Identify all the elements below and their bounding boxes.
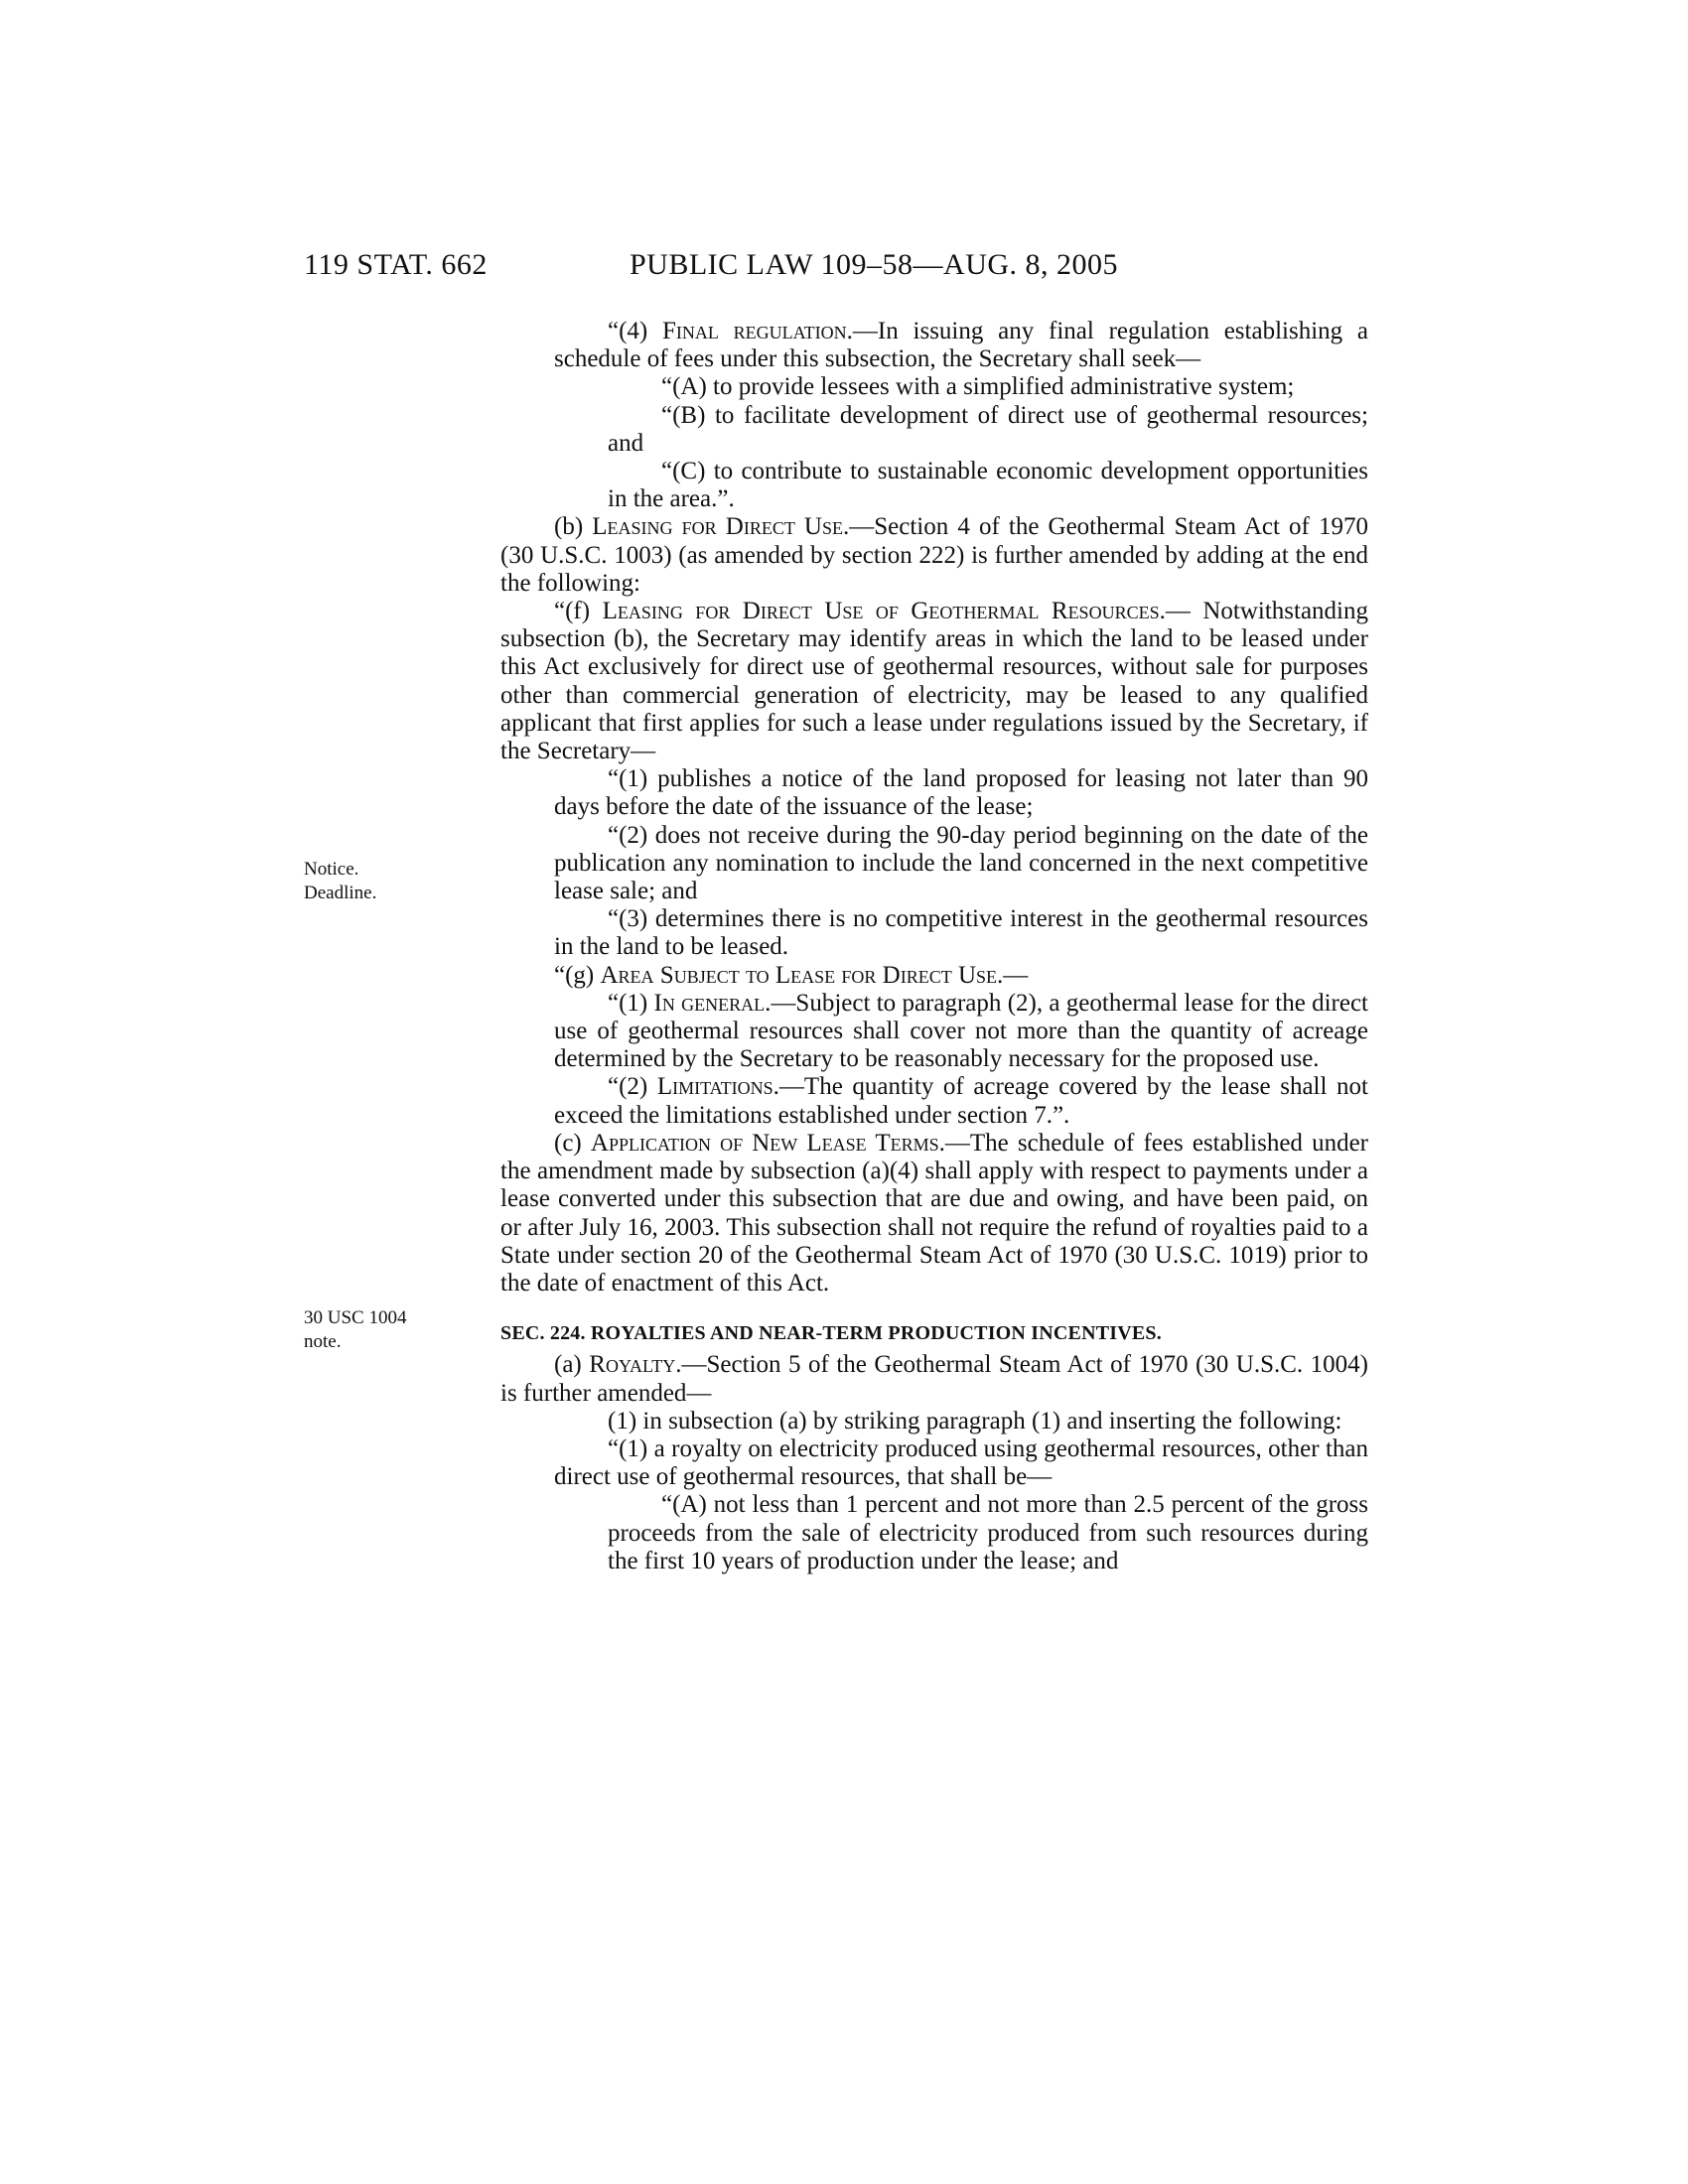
paragraph-number: “(1) [608, 989, 654, 1017]
subsection-text: —Section 5 of the Geothermal Steam Act of 1970 (30 U.S.C. 1004) is further amended— [500, 1351, 1368, 1407]
paragraph-1-publishes: “(1) publishes a notice of the land proposed for leasing not later than 90 days before the date of the issuance of the lease; [554, 765, 1368, 821]
subsection-number: (b) [554, 513, 593, 541]
paragraph-final-regulation [500, 318, 1368, 373]
subsection-text: — [1003, 961, 1029, 989]
subsection-lead: Leasing for Direct Use of Geothermal Resources. [602, 598, 1166, 625]
paragraph-1-royalty: “(1) a royalty on electricity produced using geothermal resources, other than direct use of geothermal resources, that shall be— [554, 1434, 1368, 1491]
paragraph-number: “(2) [608, 1073, 657, 1101]
paragraph-text: —The quantity of acreage covered by the lease shall not exceed the limitations established under section 7.”. [554, 1073, 1368, 1129]
running-header: PUBLIC LAW 109–58—AUG. 8, 2005 [630, 248, 1119, 281]
subsection-lead: Royalty. [589, 1351, 682, 1379]
paragraph-lead: In general. [653, 989, 772, 1017]
margin-note-line: Notice. [304, 859, 359, 880]
paragraph-1-striking: (1) in subsection (a) by striking paragraph (1) and inserting the following: [608, 1407, 1342, 1434]
subsection-f [500, 598, 1368, 765]
subsection-a-royalty [500, 1351, 1368, 1407]
margin-note-line: 30 USC 1004 [304, 1307, 407, 1328]
paragraph-in-general [500, 990, 1368, 1074]
paragraph-2-nomination: “(2) does not receive during the 90-day period beginning on the date of the publication any nomination to include the land concerned in the next competitive lease sale; and [554, 821, 1368, 905]
subsection-number: (a) [554, 1351, 590, 1379]
subsection-text: — Notwithstanding subsection (b), the Secretary may identify areas in which the land to be leased under this Act exclusively for direct use of geothermal resources, without sale for purposes other than commercial generation of electricity, may be leased to any qualified applicant that first applies for such a lease under regulations issued by the Secretary, if the Secretary— [500, 598, 1368, 765]
paragraph-limitations [500, 1073, 1368, 1129]
document-body [500, 318, 1368, 1575]
subsection-text: —The schedule of fees established under the amendment made by subsection (a)(4) shall apply with respect to payments under a lease converted under this subsection that are due and owing, and have been paid, on or after July 16, 2003. This subsection shall not require the refund of royalties paid to a State under section 20 of the Geothermal Steam Act of 1970 (30 U.S.C. 1019) prior to the date of enactment of this Act. [500, 1129, 1368, 1297]
subsection-number: “(f) [554, 598, 603, 625]
page-stat-number: 119 STAT. 662 [304, 248, 488, 281]
paragraph-a-percent: “(A) not less than 1 percent and not more than 2.5 percent of the gross proceeds from the sale of electricity produced from such resources during the first 10 years of production under the lease; and [608, 1491, 1368, 1574]
margin-note-line: note. [304, 1331, 342, 1352]
section-heading: SEC. 224. ROYALTIES AND NEAR-TERM PRODUCTION INCENTIVES. [500, 1322, 1162, 1345]
subsection-text: —Section 4 of the Geothermal Steam Act of 1970 (30 U.S.C. 1003) (as amended by section 222) is further amended by adding at the end the following: [500, 513, 1368, 597]
subsection-lead: Area Subject to Lease for Direct Use. [600, 961, 1004, 989]
subsection-b [500, 513, 1368, 598]
subsection-g [500, 962, 1368, 990]
margin-note-usc-citation [304, 1306, 406, 1354]
paragraph-text: —Subject to paragraph (2), a geothermal lease for the direct use of geothermal resources shall cover not more than the quantity of acreage determined by the Secretary to be reasonably necessary for the proposed use. [554, 989, 1369, 1073]
subsection-number: (c) [554, 1129, 591, 1157]
subsection-lead: Application of New Lease Terms. [590, 1129, 945, 1157]
subsection-c [500, 1130, 1368, 1297]
paragraph-c: “(C) to contribute to sustainable economic development opportunities in the area.”. [608, 458, 1368, 513]
subsection-number: “(g) [554, 961, 601, 989]
subsection-lead: Leasing for Direct Use. [592, 513, 850, 541]
paragraph-3-determines: “(3) determines there is no competitive interest in the geothermal resources in the land to be leased. [554, 905, 1368, 961]
paragraph-lead: Limitations. [656, 1073, 779, 1101]
paragraph-text: —In issuing any final regulation establishing a schedule of fees under this subsection, the Secretary shall seek— [554, 318, 1369, 373]
margin-note-notice-deadline [304, 858, 376, 905]
paragraph-b: “(B) to facilitate development of direct use of geothermal resources; and [608, 401, 1368, 457]
paragraph-a: “(A) to provide lessees with a simplified administrative system; [661, 373, 1295, 401]
paragraph-lead: “(4) Final regulation. [608, 318, 853, 344]
margin-note-line: Deadline. [304, 883, 377, 903]
